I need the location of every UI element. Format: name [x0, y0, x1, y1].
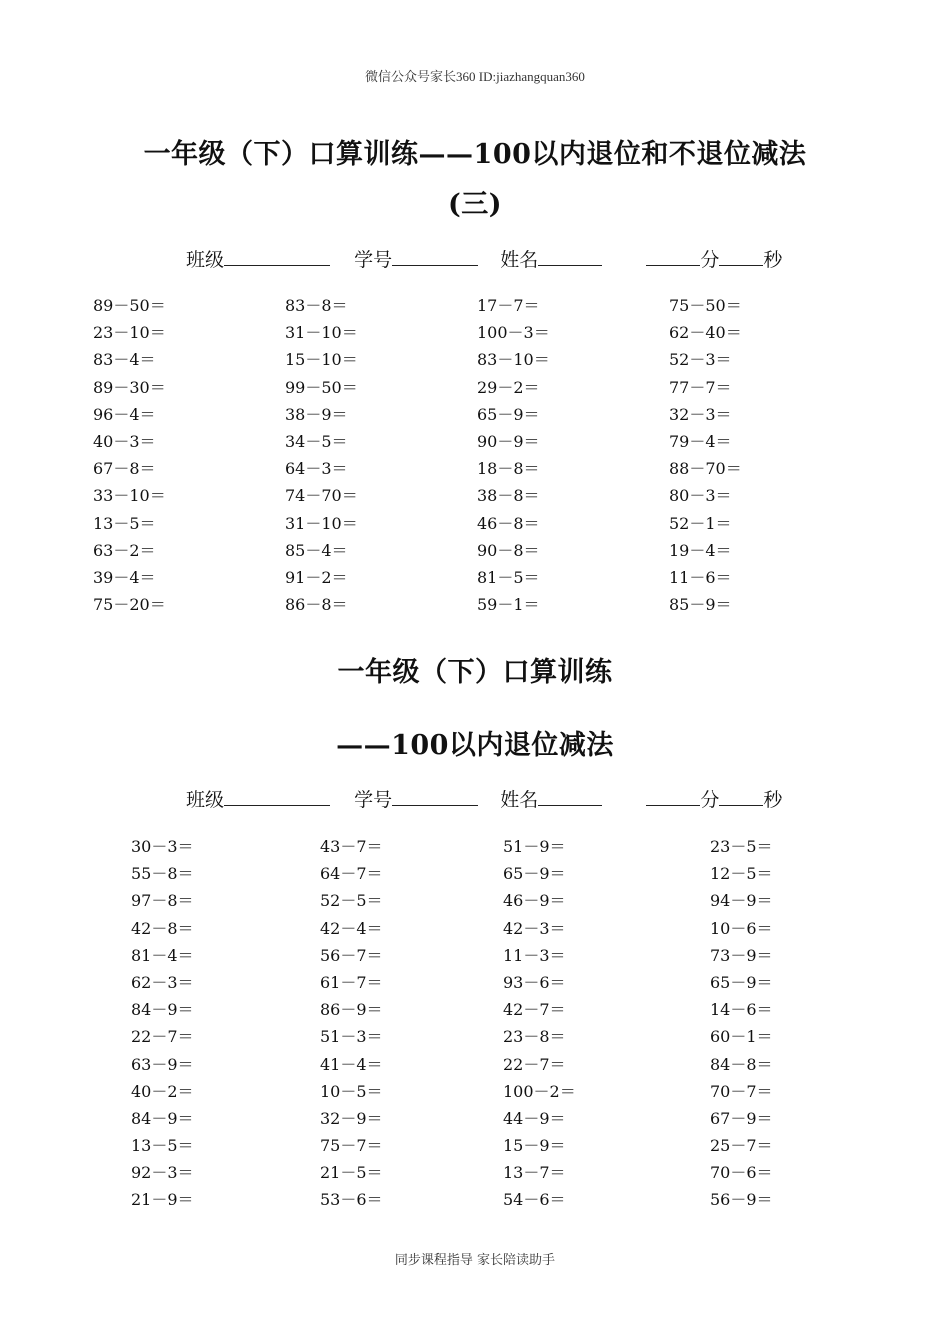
student-number-label: 学号 — [354, 789, 393, 811]
problem-item: 100－2＝ — [503, 1081, 576, 1101]
problem-item: 91－2＝ — [285, 567, 348, 587]
problem-item: 40－2＝ — [131, 1081, 194, 1101]
problem-item: 59－1＝ — [477, 595, 540, 615]
problem-item: 63－2＝ — [93, 540, 156, 560]
name-blank[interactable] — [538, 787, 602, 806]
problem-item: 75－50＝ — [669, 296, 742, 315]
problem-item: 75－20＝ — [93, 595, 166, 615]
problem-item: 42－3＝ — [503, 918, 566, 938]
problem-item: 67－9＝ — [710, 1108, 773, 1128]
section2-info-row — [186, 785, 782, 812]
problem-item: 46－9＝ — [503, 891, 566, 911]
problem-item: 81－5＝ — [477, 567, 540, 587]
problem-item: 97－8＝ — [131, 891, 194, 911]
problem-item: 56－7＝ — [320, 945, 383, 965]
problem-item: 92－3＝ — [131, 1163, 194, 1183]
problem-item: 38－9＝ — [285, 404, 348, 424]
class-label: 班级 — [186, 789, 225, 811]
student-number-label: 学号 — [354, 249, 393, 271]
problem-item: 51－3＝ — [320, 1027, 383, 1047]
problem-item: 61－7＝ — [320, 972, 383, 992]
problem-item: 40－3＝ — [93, 431, 156, 451]
problem-item: 83－10＝ — [477, 350, 550, 370]
problem-item: 83－4＝ — [93, 350, 156, 370]
problem-item: 52－3＝ — [669, 350, 732, 370]
problem-item: 23－8＝ — [503, 1027, 566, 1047]
problem-item: 64－3＝ — [285, 459, 348, 479]
problem-item: 70－6＝ — [710, 1163, 773, 1183]
second-label: 秒 — [763, 789, 783, 811]
problem-item: 100－3＝ — [477, 323, 550, 343]
problem-item: 32－9＝ — [320, 1108, 383, 1128]
minute-blank[interactable] — [646, 247, 700, 266]
problem-item: 85－9＝ — [669, 595, 732, 615]
problem-item: 42－7＝ — [503, 1000, 566, 1020]
problem-item: 42－8＝ — [131, 918, 194, 938]
problem-item: 33－10＝ — [93, 486, 166, 506]
problem-item: 17－7＝ — [477, 296, 540, 315]
class-blank[interactable] — [224, 787, 330, 806]
problem-item: 55－8＝ — [131, 864, 194, 884]
problem-item: 86－9＝ — [320, 1000, 383, 1020]
section1-title: 一年级（下）口算训练——100以内退位和不退位减法 — [143, 139, 807, 170]
problem-item: 23－5＝ — [710, 837, 773, 856]
problem-item: 84－8＝ — [710, 1054, 773, 1074]
problem-item: 94－9＝ — [710, 891, 773, 911]
problem-item: 70－7＝ — [710, 1081, 773, 1101]
name-label: 姓名 — [500, 789, 539, 811]
section2-problem-grid — [131, 833, 910, 1214]
section1-info-row — [186, 245, 782, 272]
problem-item: 21－5＝ — [320, 1163, 383, 1183]
section2-title: 一年级（下）口算训练 — [337, 657, 613, 688]
problem-item: 13－7＝ — [503, 1163, 566, 1183]
student-number-blank[interactable] — [392, 247, 478, 266]
minute-label: 分 — [700, 789, 720, 811]
problem-item: 75－7＝ — [320, 1136, 383, 1156]
problem-item: 46－8＝ — [477, 513, 540, 533]
problem-item: 31－10＝ — [285, 513, 358, 533]
problem-item: 73－9＝ — [710, 945, 773, 965]
second-blank[interactable] — [719, 247, 763, 266]
problem-item: 62－40＝ — [669, 323, 742, 343]
problem-item: 25－7＝ — [710, 1136, 773, 1156]
footer-note: 同步课程指导 家长陪读助手 — [394, 1253, 556, 1268]
problem-item: 60－1＝ — [710, 1027, 773, 1047]
problem-item: 90－9＝ — [477, 431, 540, 451]
section2-subtitle: ——100以内退位减法 — [336, 730, 614, 761]
student-number-blank[interactable] — [392, 787, 478, 806]
problem-item: 22－7＝ — [503, 1054, 566, 1074]
problem-item: 23－10＝ — [93, 323, 166, 343]
problem-item: 83－8＝ — [285, 296, 348, 315]
problem-item: 44－9＝ — [503, 1108, 566, 1128]
problem-item: 77－7＝ — [669, 377, 732, 397]
class-blank[interactable] — [224, 247, 330, 266]
problem-item: 42－4＝ — [320, 918, 383, 938]
problem-item: 54－6＝ — [503, 1190, 566, 1210]
problem-item: 32－3＝ — [669, 404, 732, 424]
problem-item: 56－9＝ — [710, 1190, 773, 1210]
problem-item: 81－4＝ — [131, 945, 194, 965]
problem-item: 93－6＝ — [503, 972, 566, 992]
problem-item: 13－5＝ — [131, 1136, 194, 1156]
problem-item: 65－9＝ — [710, 972, 773, 992]
problem-item: 90－8＝ — [477, 540, 540, 560]
problem-item: 43－7＝ — [320, 837, 383, 856]
problem-item: 53－6＝ — [320, 1190, 383, 1210]
problem-item: 11－3＝ — [503, 945, 566, 965]
problem-item: 10－6＝ — [710, 918, 773, 938]
problem-item: 88－70＝ — [669, 459, 742, 479]
problem-item: 62－3＝ — [131, 972, 194, 992]
problem-item: 52－1＝ — [669, 513, 732, 533]
problem-item: 64－7＝ — [320, 864, 383, 884]
problem-item: 84－9＝ — [131, 1108, 194, 1128]
minute-label: 分 — [700, 249, 720, 271]
problem-item: 34－5＝ — [285, 431, 348, 451]
problem-item: 86－8＝ — [285, 595, 348, 615]
section1-subtitle: (三) — [447, 189, 503, 220]
header-note: 微信公众号家长360 ID:jiazhangquan360 — [365, 69, 585, 84]
problem-item: 41－4＝ — [320, 1054, 383, 1074]
problem-item: 89－50＝ — [93, 296, 166, 315]
problem-item: 21－9＝ — [131, 1190, 194, 1210]
problem-item: 51－9＝ — [503, 837, 566, 856]
problem-item: 11－6＝ — [669, 567, 732, 587]
problem-item: 38－8＝ — [477, 486, 540, 506]
problem-item: 84－9＝ — [131, 1000, 194, 1020]
problem-item: 99－50＝ — [285, 377, 358, 397]
problem-item: 96－4＝ — [93, 404, 156, 424]
problem-item: 85－4＝ — [285, 540, 348, 560]
problem-item: 30－3＝ — [131, 837, 194, 856]
problem-item: 67－8＝ — [93, 459, 156, 479]
name-label: 姓名 — [500, 249, 539, 271]
problem-item: 52－5＝ — [320, 891, 383, 911]
problem-item: 63－9＝ — [131, 1054, 194, 1074]
problem-item: 10－5＝ — [320, 1081, 383, 1101]
problem-item: 39－4＝ — [93, 567, 156, 587]
problem-item: 89－30＝ — [93, 377, 166, 397]
class-label: 班级 — [186, 249, 225, 271]
problem-item: 13－5＝ — [93, 513, 156, 533]
second-label: 秒 — [763, 249, 783, 271]
problem-item: 19－4＝ — [669, 540, 732, 560]
problem-item: 15－9＝ — [503, 1136, 566, 1156]
problem-item: 12－5＝ — [710, 864, 773, 884]
problem-item: 14－6＝ — [710, 1000, 773, 1020]
problem-item: 22－7＝ — [131, 1027, 194, 1047]
minute-blank[interactable] — [646, 787, 700, 806]
problem-item: 74－70＝ — [285, 486, 358, 506]
problem-item: 80－3＝ — [669, 486, 732, 506]
problem-item: 29－2＝ — [477, 377, 540, 397]
second-blank[interactable] — [719, 787, 763, 806]
problem-item: 79－4＝ — [669, 431, 732, 451]
problem-item: 15－10＝ — [285, 350, 358, 370]
problem-item: 65－9＝ — [503, 864, 566, 884]
problem-item: 31－10＝ — [285, 323, 358, 343]
name-blank[interactable] — [538, 247, 602, 266]
problem-item: 18－8＝ — [477, 459, 540, 479]
section1-problem-grid — [93, 292, 861, 618]
problem-item: 65－9＝ — [477, 404, 540, 424]
